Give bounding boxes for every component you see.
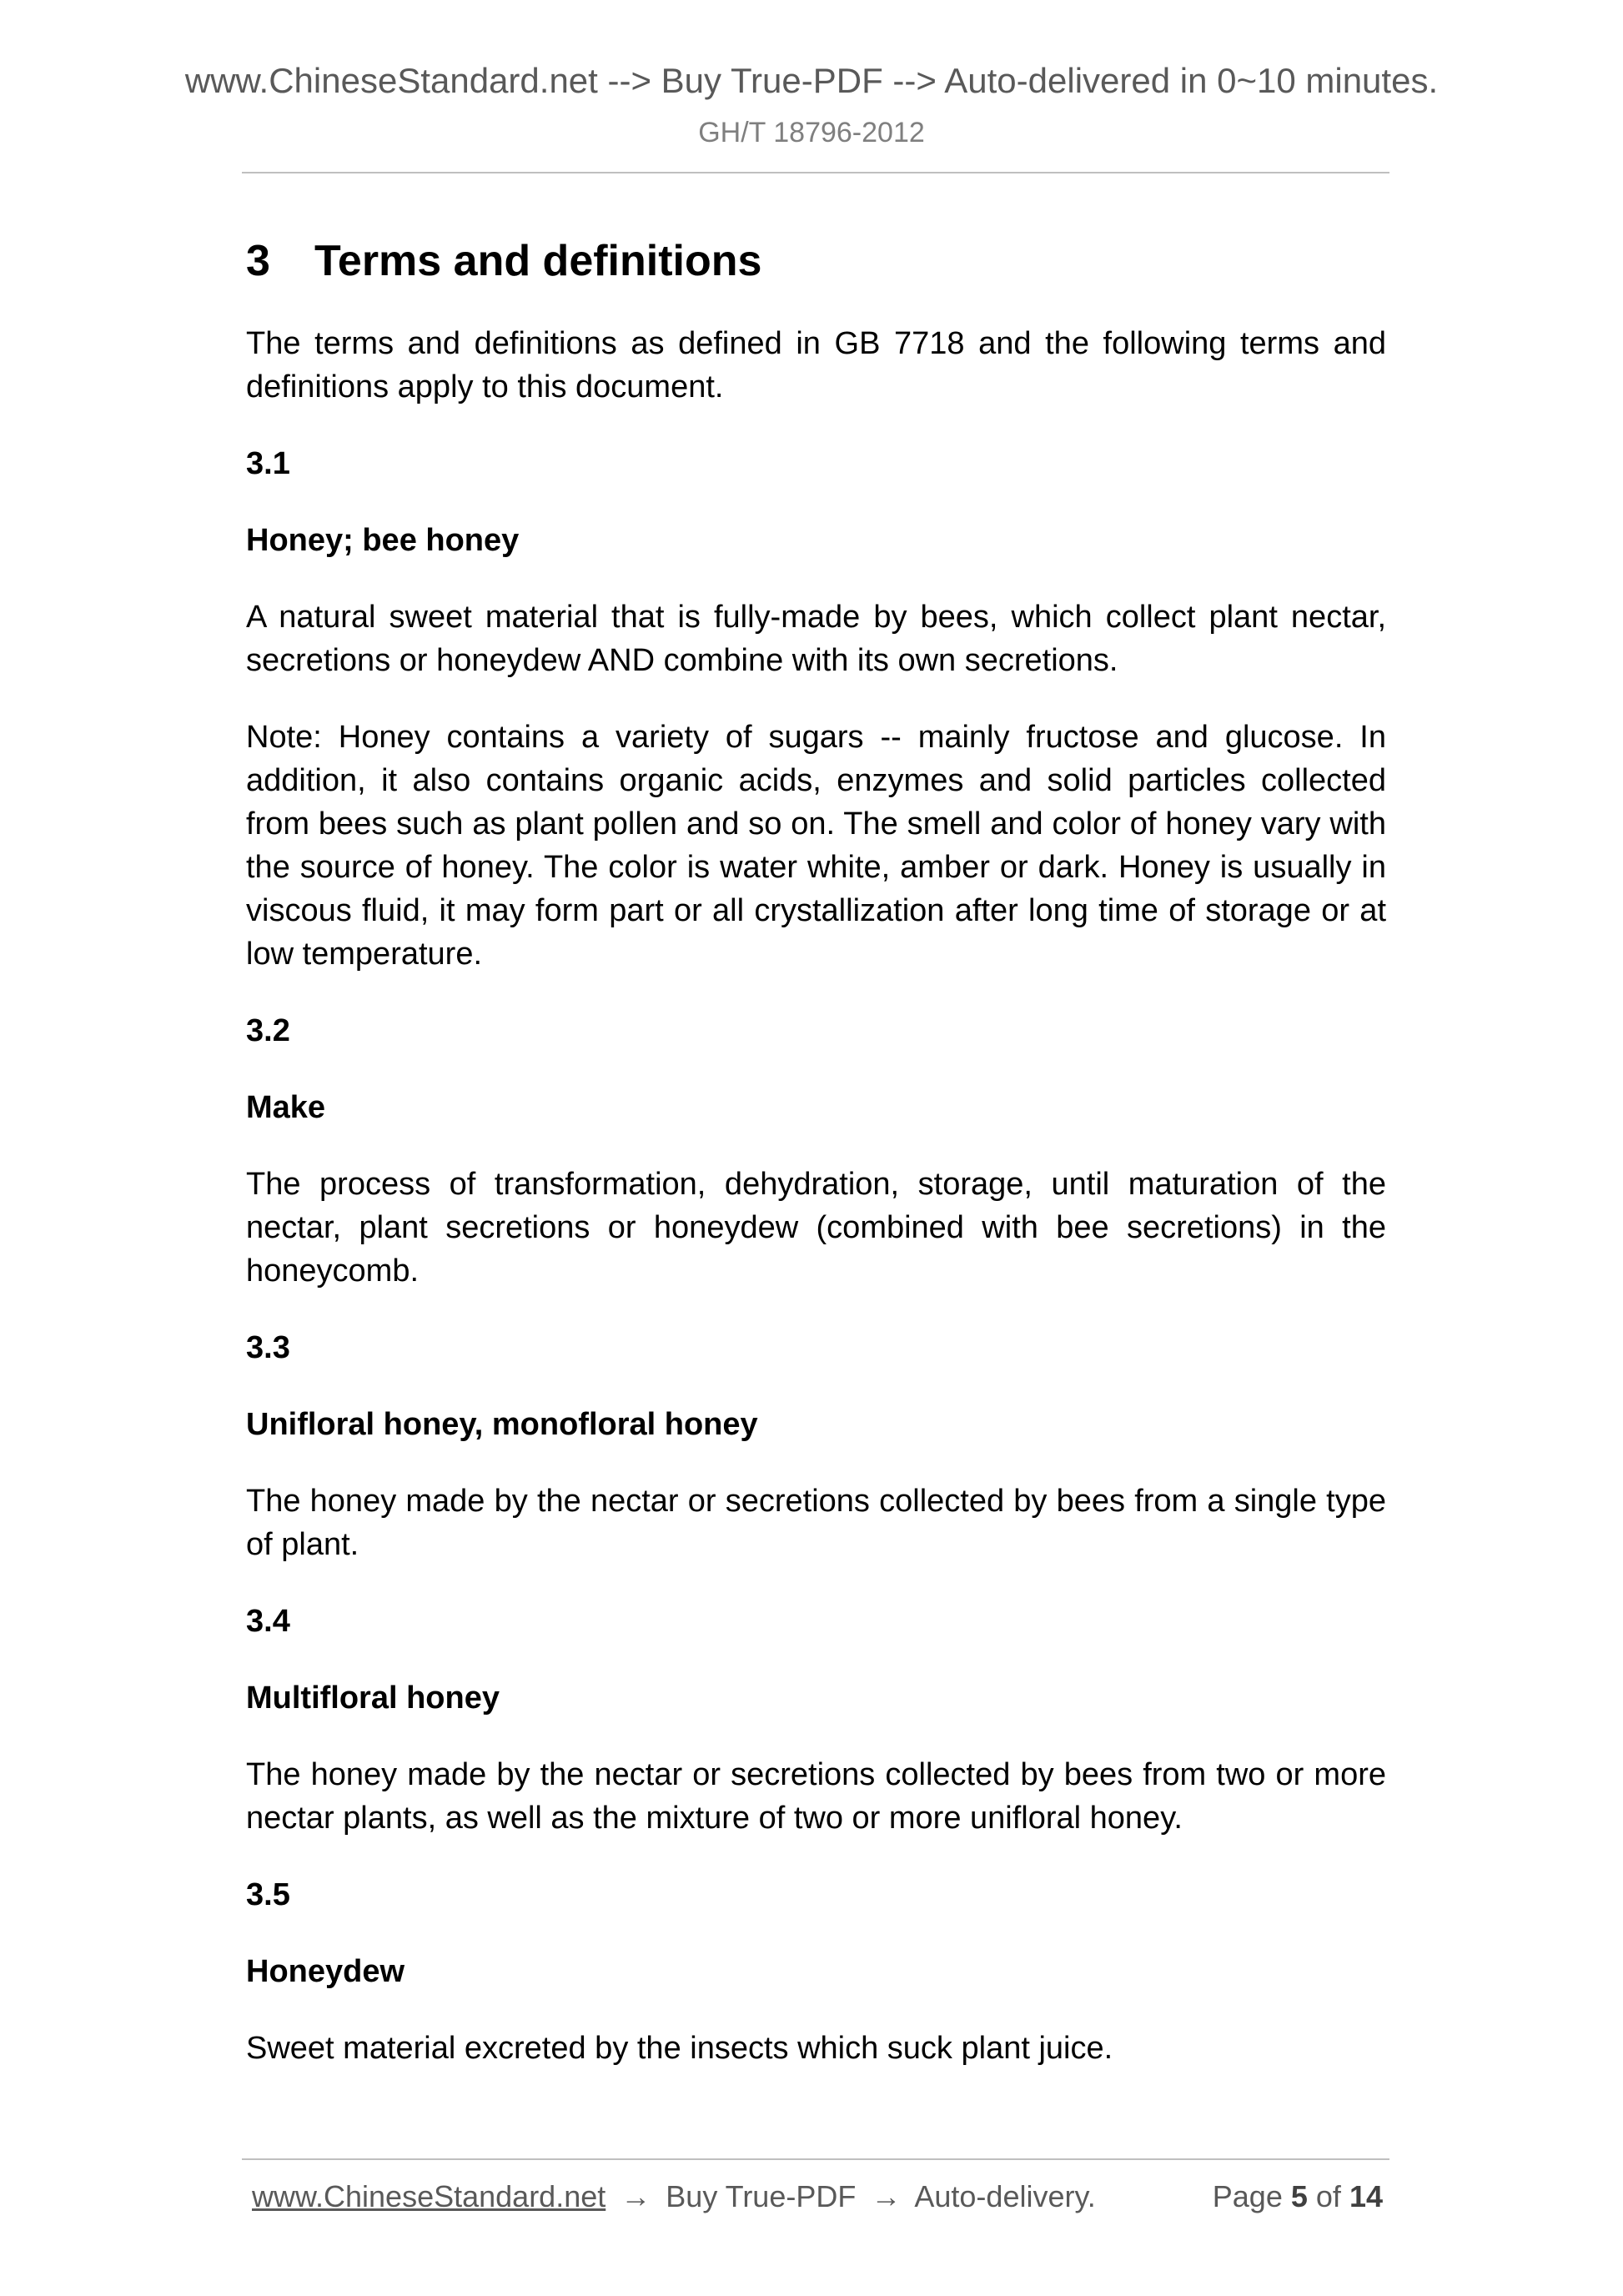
header-divider: [242, 172, 1389, 173]
page-total: 14: [1349, 2179, 1383, 2213]
footer-links: [252, 2178, 1096, 2215]
site-link[interactable]: www.ChineseStandard.net: [252, 2179, 606, 2213]
page-label: Page: [1212, 2179, 1283, 2213]
footer-divider: [242, 2158, 1389, 2160]
term-definition: The honey made by the nectar or secretions collected by bees from two or more nectar plants, as well as the mixture of two or more unifloral honey.: [246, 1757, 1386, 1836]
term-number: 3.5: [246, 1877, 290, 1913]
document-code: GH/T 18796-2012: [698, 117, 925, 148]
arrow-right-icon: →: [871, 2179, 902, 2213]
header-banner: www.ChineseStandard.net --> Buy True-PDF --> Auto-delivered in 0~10 minutes.: [184, 61, 1439, 100]
page-indicator: [1213, 2178, 1383, 2215]
term-name: Unifloral honey, monofloral honey: [246, 1407, 758, 1443]
arrow-right-icon: →: [621, 2179, 651, 2213]
section-title: Terms and definitions: [314, 237, 762, 285]
section-heading: [246, 235, 1386, 287]
term-note: Note: Honey contains a variety of sugars -- mainly fructose and glucose. In addition, it also contains organic acids, enzymes and solid particles collected from bees such as plant pollen and so on. The smell and color of honey vary with the source of honey. The color is water white, amber or dark. Honey is usually in viscous fluid, it may form part or all crystallization after long time of storage or at low temperature.: [246, 720, 1386, 972]
term-definition: The process of transformation, dehydration, storage, until maturation of the nectar, plant secretions or honeydew (combined with bee secretions) in the honeycomb.: [246, 1167, 1386, 1289]
term-name: Multifloral honey: [246, 1681, 500, 1716]
term-name: Honeydew: [246, 1954, 405, 1990]
term-definition: A natural sweet material that is fully-made by bees, which collect plant nectar, secretions or honeydew AND combine with its own secretions.: [246, 600, 1386, 679]
term-name: Make: [246, 1090, 326, 1126]
term-definition: The honey made by the nectar or secretions collected by bees from a single type of plant.: [246, 1484, 1386, 1563]
term-number: 3.1: [246, 446, 290, 482]
page-of: of: [1315, 2179, 1341, 2213]
section-number: 3: [246, 237, 270, 285]
term-number: 3.4: [246, 1604, 290, 1640]
term-name: Honey; bee honey: [246, 523, 520, 559]
term-definition: Sweet material excreted by the insects which suck plant juice.: [246, 2031, 1113, 2067]
section-intro: The terms and definitions as defined in GB 7718 and the following terms and definitions apply to this document.: [246, 326, 1386, 405]
term-number: 3.3: [246, 1330, 290, 1366]
term-number: 3.2: [246, 1013, 290, 1049]
page-content: [246, 235, 1386, 2103]
page-current: 5: [1290, 2179, 1308, 2213]
buy-pdf-text: Buy True-PDF: [666, 2179, 857, 2213]
auto-delivery-text: Auto-delivery.: [914, 2179, 1096, 2213]
